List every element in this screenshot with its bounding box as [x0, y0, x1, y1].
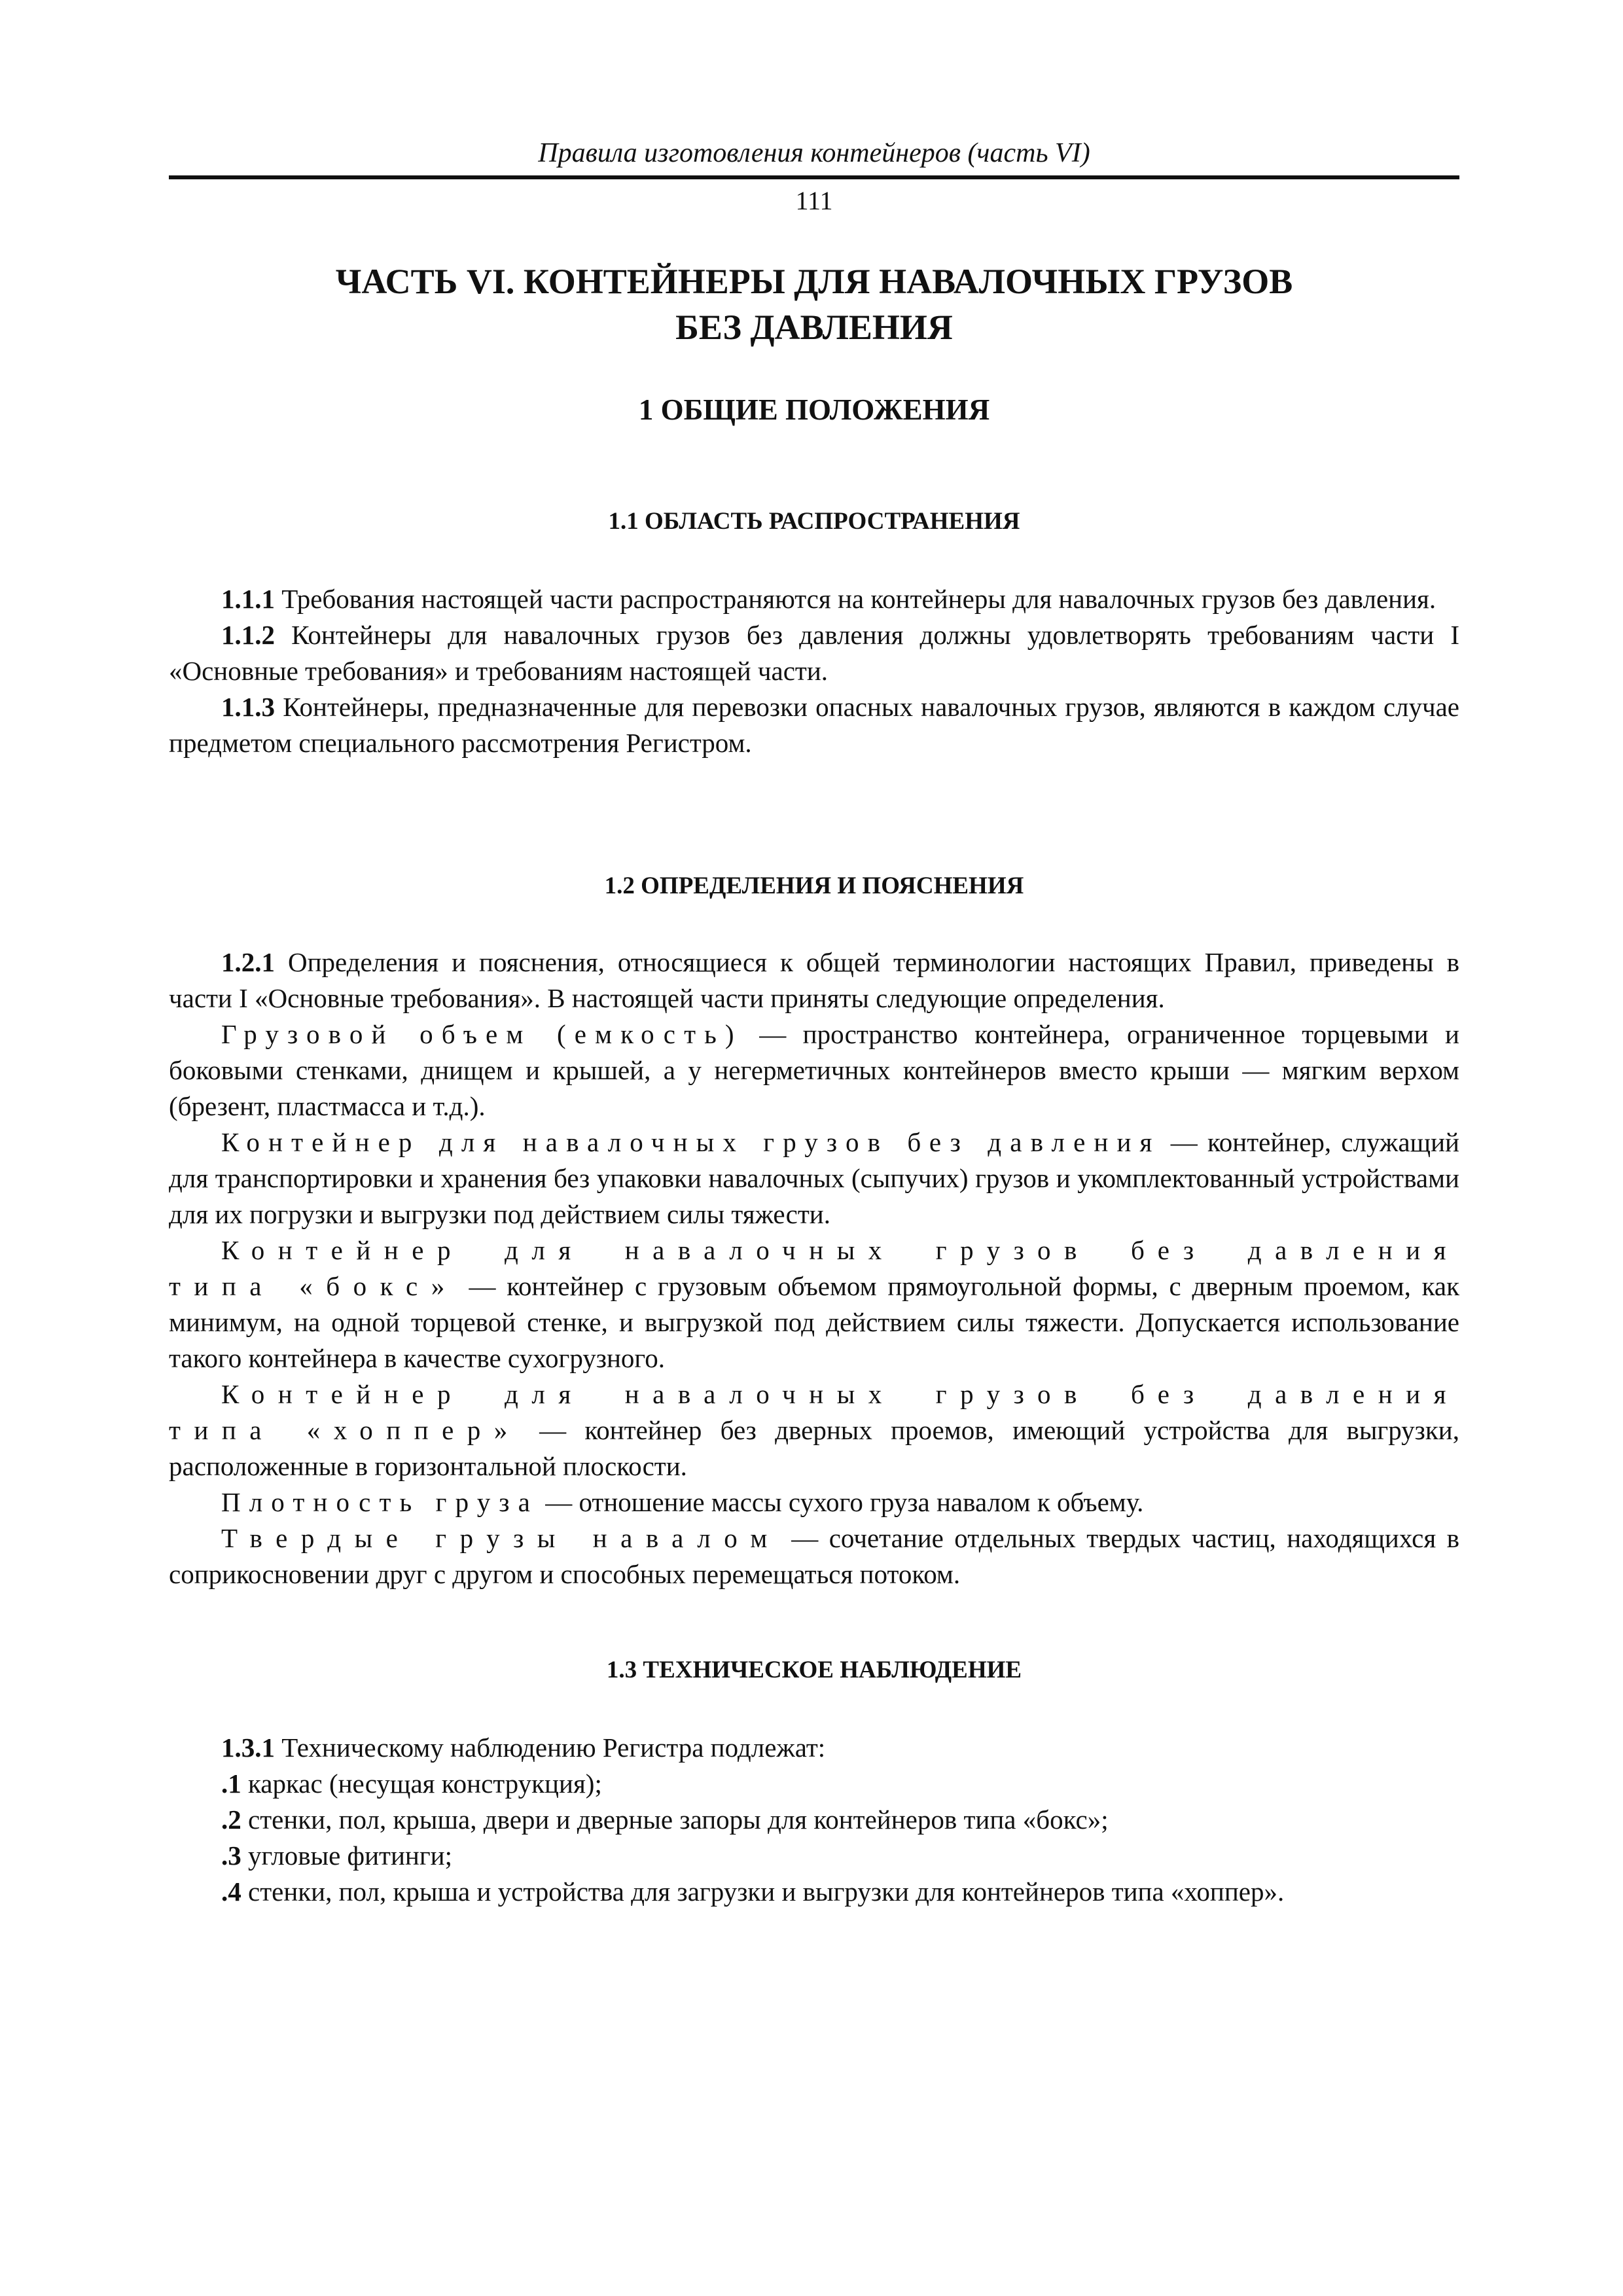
list-item-text: каркас (несущая конструкция);: [241, 1768, 602, 1799]
paragraph-1-3-1: [169, 1730, 1459, 1766]
definition-cargo-density: [169, 1484, 1459, 1520]
definition-text: — пространство контейнера, ограниченное торцевыми и боковыми стенками, днищем и крышей, а у негерметичных контейнеров вместо крыши — мягким верхом (брезент, пластмасса и т.д.).: [169, 1019, 1459, 1121]
subsection-heading-survey: 1.3 ТЕХНИЧЕСКОЕ НАБЛЮДЕНИЕ: [606, 1657, 1022, 1683]
clause-text: Техническому наблюдению Регистра подлежат:: [275, 1732, 826, 1763]
clause-number: 1.1.1: [221, 584, 275, 614]
definition-bulk-container: [169, 1124, 1459, 1232]
list-item: [169, 1802, 1459, 1838]
clause-number: 1.2.1: [221, 947, 275, 977]
section-heading-general: 1 ОБЩИЕ ПОЛОЖЕНИЯ: [638, 393, 990, 426]
page-number: 111: [795, 186, 833, 215]
definition-text: — контейнер, служащий для транспортировки и хранения без упаковки навалочных (сыпучих) грузов и укомплектованный устройствами для их погрузки и выгрузки под действием силы тяжести.: [169, 1127, 1459, 1229]
defined-term: Твердые грузы навалом: [221, 1523, 781, 1553]
clause-number: 1.1.3: [221, 692, 275, 722]
defined-term: Грузовой объем (емкость): [221, 1019, 743, 1049]
clause-text: Определения и пояснения, относящиеся к общей терминологии настоящих Правил, приведены в части I «Основные требования». В настоящей части приняты следующие определения.: [169, 947, 1459, 1013]
clause-number: 1.1.2: [221, 620, 275, 650]
list-item-text: угловые фитинги;: [241, 1840, 453, 1871]
defined-term: Контейнер для навалочных грузов без давления типа «бокс»: [169, 1235, 1459, 1301]
clause-text: Контейнеры, предназначенные для перевозки опасных навалочных грузов, являются в каждом случае предметом специального рассмотрения Регистром.: [169, 692, 1459, 758]
header-rule: [169, 175, 1459, 179]
list-item: [169, 1874, 1459, 1910]
definition-text: — контейнер без дверных проемов, имеющий устройства для выгрузки, расположенные в горизонтальной плоскости.: [169, 1415, 1459, 1481]
definition-cargo-volume: [169, 1016, 1459, 1124]
definition-solid-bulk-cargo: [169, 1520, 1459, 1592]
list-item: [169, 1838, 1459, 1874]
defined-term: Контейнер для навалочных грузов без давления: [221, 1127, 1161, 1157]
part-title-line-1: ЧАСТЬ VI. КОНТЕЙНЕРЫ ДЛЯ НАВАЛОЧНЫХ ГРУЗОВ: [335, 262, 1293, 301]
definitions-body: [169, 944, 1459, 1592]
subsection-heading-scope: 1.1 ОБЛАСТЬ РАСПРОСТРАНЕНИЯ: [608, 508, 1020, 535]
running-title: Правила изготовления контейнеров (часть VI): [538, 138, 1090, 168]
definition-text: — контейнер с грузовым объемом прямоугольной формы, с дверным проемом, как минимум, на одной торцевой стенке, и выгрузкой под действием силы тяжести. Допускается использование такого контейнера в качестве сухогрузного.: [169, 1271, 1459, 1373]
defined-term: Плотность груза: [221, 1487, 539, 1517]
defined-term: Контейнер для навалочных грузов без давления типа «хоппер»: [169, 1379, 1459, 1445]
definition-text: — отношение массы сухого груза навалом к объему.: [538, 1487, 1144, 1517]
list-item-text: стенки, пол, крыша, двери и дверные запоры для контейнеров типа «бокс»;: [241, 1804, 1109, 1835]
list-item: [169, 1766, 1459, 1802]
paragraph-1-2-1: [169, 944, 1459, 1016]
clause-text: Контейнеры для навалочных грузов без давления должны удовлетворять требованиям части I «Основные требования» и требованиям настоящей части.: [169, 620, 1459, 686]
clause-text: Требования настоящей части распространяются на контейнеры для навалочных грузов без давления.: [275, 584, 1436, 614]
definition-box-container: [169, 1232, 1459, 1376]
list-item-number: .2: [221, 1804, 241, 1835]
list-item-number: .3: [221, 1840, 241, 1871]
list-item-text: стенки, пол, крыша и устройства для загрузки и выгрузки для контейнеров типа «хоппер».: [241, 1876, 1285, 1907]
list-item-number: .4: [221, 1876, 241, 1907]
part-title: [169, 259, 1459, 350]
definition-hopper-container: [169, 1376, 1459, 1484]
definition-text: — сочетание отдельных твердых частиц, находящихся в соприкосновении друг с другом и способных перемещаться потоком.: [169, 1523, 1459, 1589]
subsection-heading-definitions: 1.2 ОПРЕДЕЛЕНИЯ И ПОЯСНЕНИЯ: [604, 872, 1024, 899]
list-item-number: .1: [221, 1768, 241, 1799]
part-title-line-2: БЕЗ ДАВЛЕНИЯ: [675, 308, 953, 347]
survey-body: [169, 1730, 1459, 1910]
clause-number: 1.3.1: [221, 1732, 275, 1763]
paragraph-1-1-1: [169, 581, 1459, 617]
scope-body: [169, 581, 1459, 761]
paragraph-1-1-2: [169, 617, 1459, 689]
paragraph-1-1-3: [169, 689, 1459, 761]
